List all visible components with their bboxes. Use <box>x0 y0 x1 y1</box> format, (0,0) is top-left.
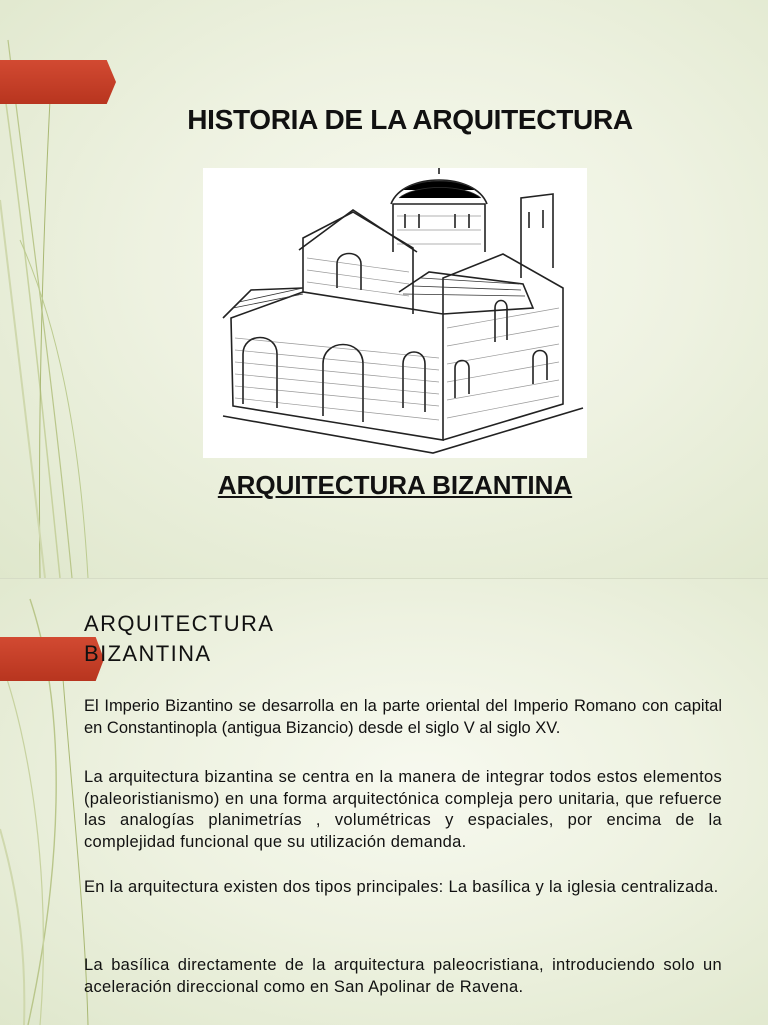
slide-heading <box>84 609 344 669</box>
paragraph-3: En la arquitectura existen dos tipos principales: La basílica y la iglesia centralizada. <box>84 878 719 896</box>
heading-line-2: BIZANTINA <box>84 641 212 666</box>
section-title: ARQUITECTURA BIZANTINA <box>217 470 573 500</box>
page-title: HISTORIA DE LA ARQUITECTURA <box>187 104 633 135</box>
accent-tag <box>0 60 116 104</box>
paragraph-4: La basílica directamente de la arquitectura paleocristiana, introduciendo solo un aceleración direccional como en San Apolinar de Ravena. <box>84 956 722 996</box>
heading-line-1: ARQUITECTURA <box>84 611 275 636</box>
paragraph-2: La arquitectura bizantina se centra en la manera de integrar todos estos elementos (paleoristianismo) en una forma arquitectónica compleja pero unitaria, que refuerce las analogías planimetrías , volumétricas y espaciales, por encima de la complejidad funcional que su utilización demanda. <box>84 768 722 851</box>
byzantine-church-drawing <box>203 168 587 458</box>
slide-2 <box>0 578 768 1025</box>
paragraph-1: El Imperio Bizantino se desarrolla en la parte oriental del Imperio Romano con capital en Constantinopla (antigua Bizancio) desde el siglo V al siglo XV. <box>84 697 722 737</box>
